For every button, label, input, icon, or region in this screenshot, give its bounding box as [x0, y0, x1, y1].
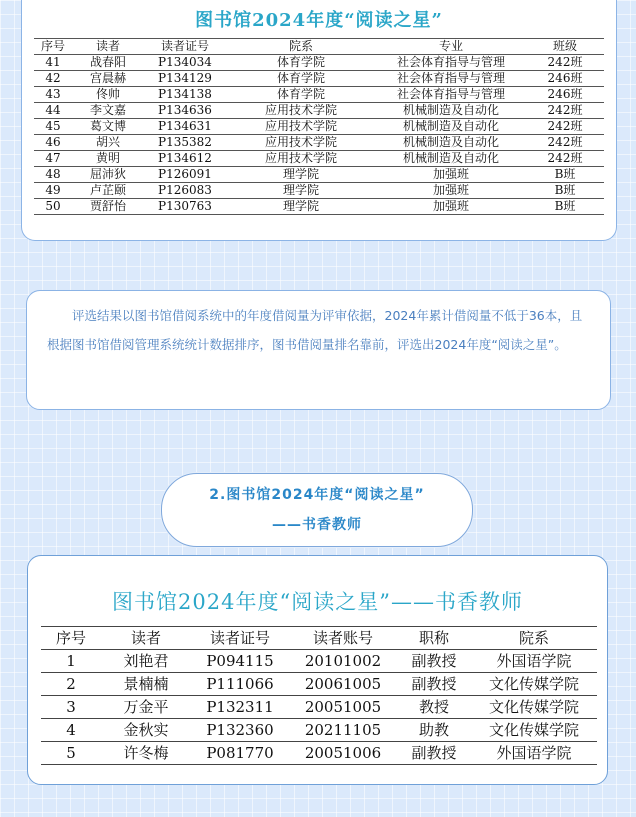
teacher-readers-card — [27, 555, 608, 785]
table-row — [41, 650, 597, 673]
teacher-table-header — [41, 627, 597, 650]
student-table-cell: 应用技术学院 — [226, 103, 376, 119]
student-table-cell: 加强班 — [376, 183, 526, 199]
student-table-cell: 佟帅 — [72, 87, 144, 103]
table-row — [34, 87, 604, 103]
table-row — [34, 103, 604, 119]
student-table-cell: 葛文博 — [72, 119, 144, 135]
student-table-header-cell: 班级 — [526, 39, 604, 55]
criteria-card — [26, 290, 611, 410]
student-table-cell: 46 — [34, 135, 72, 151]
teacher-table-cell: 教授 — [397, 696, 471, 719]
teacher-table-cell: 5 — [41, 742, 101, 765]
student-table-cell: 理学院 — [226, 167, 376, 183]
teacher-table-cell: 金秋实 — [101, 719, 191, 742]
teacher-table-cell: 副教授 — [397, 742, 471, 765]
teacher-table-cell: 3 — [41, 696, 101, 719]
teacher-table-cell: P132311 — [191, 696, 289, 719]
table-row — [34, 183, 604, 199]
criteria-text: 评选结果以图书馆借阅系统中的年度借阅量为评审依据，2024年累计借阅量不低于36本，且根据图书馆借阅管理系统统计数据排序，图书借阅量排名靠前，评选出2024年度“阅读之星”。 — [47, 308, 583, 352]
teacher-table-header-cell: 序号 — [41, 627, 101, 650]
student-table-cell: 体育学院 — [226, 87, 376, 103]
student-table-body — [34, 55, 604, 215]
student-table-cell: 45 — [34, 119, 72, 135]
student-table-cell: 战春阳 — [72, 55, 144, 71]
student-table-cell: 社会体育指导与管理 — [376, 55, 526, 71]
student-table-cell: 47 — [34, 151, 72, 167]
teacher-table-cell: 许冬梅 — [101, 742, 191, 765]
student-table-cell: 社会体育指导与管理 — [376, 87, 526, 103]
student-table-cell: P134138 — [144, 87, 226, 103]
student-table-header-cell: 序号 — [34, 39, 72, 55]
student-table-cell: 贾舒怡 — [72, 199, 144, 215]
student-table-cell: P130763 — [144, 199, 226, 215]
section-heading-pill — [161, 473, 473, 547]
student-readers-card — [21, 0, 617, 241]
student-table-cell: 242班 — [526, 135, 604, 151]
student-table-cell: 43 — [34, 87, 72, 103]
table-row — [34, 71, 604, 87]
table-row — [34, 119, 604, 135]
student-table-cell: 体育学院 — [226, 55, 376, 71]
student-table-cell: P135382 — [144, 135, 226, 151]
student-table-title: 图书馆2024年度“阅读之星” — [195, 10, 443, 31]
teacher-table-cell: 外国语学院 — [471, 742, 597, 765]
student-table-cell: 50 — [34, 199, 72, 215]
student-table-cell: 机械制造及自动化 — [376, 103, 526, 119]
teacher-table-header-cell: 读者账号 — [289, 627, 397, 650]
student-table-cell: 应用技术学院 — [226, 151, 376, 167]
student-table-cell: 242班 — [526, 119, 604, 135]
student-table-header-cell: 院系 — [226, 39, 376, 55]
student-table-cell: 246班 — [526, 71, 604, 87]
teacher-table-cell: 文化传媒学院 — [471, 719, 597, 742]
table-row — [41, 696, 597, 719]
teacher-table-cell: 景楠楠 — [101, 673, 191, 696]
student-table-cell: 242班 — [526, 103, 604, 119]
student-table-cell: P126091 — [144, 167, 226, 183]
table-row — [34, 135, 604, 151]
table-row — [34, 151, 604, 167]
teacher-table-cell: P094115 — [191, 650, 289, 673]
teacher-table-cell: 20051005 — [289, 696, 397, 719]
student-readers-table — [34, 38, 604, 215]
teacher-table-cell: P132360 — [191, 719, 289, 742]
teacher-table-cell: 20101002 — [289, 650, 397, 673]
student-table-cell: 胡兴 — [72, 135, 144, 151]
student-table-cell: 屈沛狄 — [72, 167, 144, 183]
table-row — [41, 742, 597, 765]
student-table-cell: 242班 — [526, 151, 604, 167]
student-table-cell: 李文嘉 — [72, 103, 144, 119]
teacher-table-header-cell: 院系 — [471, 627, 597, 650]
teacher-table-cell: 文化传媒学院 — [471, 673, 597, 696]
student-table-cell: 机械制造及自动化 — [376, 135, 526, 151]
student-table-header-cell: 专业 — [376, 39, 526, 55]
student-table-cell: 加强班 — [376, 167, 526, 183]
teacher-table-cell: 1 — [41, 650, 101, 673]
teacher-table-cell: 刘艳君 — [101, 650, 191, 673]
table-row — [34, 55, 604, 71]
student-table-cell: 48 — [34, 167, 72, 183]
student-table-cell: 49 — [34, 183, 72, 199]
student-table-cell: 加强班 — [376, 199, 526, 215]
student-table-cell: 理学院 — [226, 183, 376, 199]
table-row — [41, 673, 597, 696]
section-heading-line1: 2.图书馆2024年度“阅读之星” — [209, 487, 425, 503]
teacher-table-cell: 20051006 — [289, 742, 397, 765]
teacher-table-cell: 20061005 — [289, 673, 397, 696]
student-table-cell: 黄明 — [72, 151, 144, 167]
teacher-table-header-cell: 读者 — [101, 627, 191, 650]
student-table-cell: 宫晨赫 — [72, 71, 144, 87]
teacher-table-cell: 外国语学院 — [471, 650, 597, 673]
teacher-table-cell: 副教授 — [397, 673, 471, 696]
teacher-table-header-cell: 职称 — [397, 627, 471, 650]
student-table-cell: 卢芷颐 — [72, 183, 144, 199]
student-table-cell: P134612 — [144, 151, 226, 167]
teacher-table-cell: 2 — [41, 673, 101, 696]
teacher-table-cell: 万金平 — [101, 696, 191, 719]
student-table-cell: P134034 — [144, 55, 226, 71]
table-row — [34, 199, 604, 215]
student-table-cell: 41 — [34, 55, 72, 71]
student-table-cell: 246班 — [526, 87, 604, 103]
teacher-table-title: 图书馆2024年度“阅读之星”——书香教师 — [112, 590, 523, 614]
student-table-header-cell: 读者 — [72, 39, 144, 55]
student-table-header-cell: 读者证号 — [144, 39, 226, 55]
table-row — [34, 167, 604, 183]
student-table-cell: P134129 — [144, 71, 226, 87]
student-table-cell: P134631 — [144, 119, 226, 135]
teacher-table-header-cell: 读者证号 — [191, 627, 289, 650]
student-table-cell: 机械制造及自动化 — [376, 151, 526, 167]
teacher-table-cell: P081770 — [191, 742, 289, 765]
teacher-table-body — [41, 650, 597, 765]
section-heading-line2: ——书香教师 — [272, 517, 362, 533]
teacher-table-cell: 副教授 — [397, 650, 471, 673]
student-table-cell: 42 — [34, 71, 72, 87]
student-table-cell: 社会体育指导与管理 — [376, 71, 526, 87]
teacher-table-cell: 4 — [41, 719, 101, 742]
student-table-cell: 44 — [34, 103, 72, 119]
student-table-cell: 应用技术学院 — [226, 119, 376, 135]
student-table-cell: B班 — [526, 183, 604, 199]
teacher-table-cell: 助教 — [397, 719, 471, 742]
student-table-cell: 理学院 — [226, 199, 376, 215]
student-table-cell: 体育学院 — [226, 71, 376, 87]
student-table-cell: P134636 — [144, 103, 226, 119]
teacher-table-cell: P111066 — [191, 673, 289, 696]
student-table-cell: 机械制造及自动化 — [376, 119, 526, 135]
table-row — [41, 719, 597, 742]
student-table-cell: P126083 — [144, 183, 226, 199]
student-table-header — [34, 39, 604, 55]
student-table-cell: B班 — [526, 199, 604, 215]
teacher-table-cell: 20211105 — [289, 719, 397, 742]
student-table-cell: 应用技术学院 — [226, 135, 376, 151]
teacher-readers-table — [41, 626, 597, 765]
student-table-cell: B班 — [526, 167, 604, 183]
teacher-table-cell: 文化传媒学院 — [471, 696, 597, 719]
student-table-cell: 242班 — [526, 55, 604, 71]
